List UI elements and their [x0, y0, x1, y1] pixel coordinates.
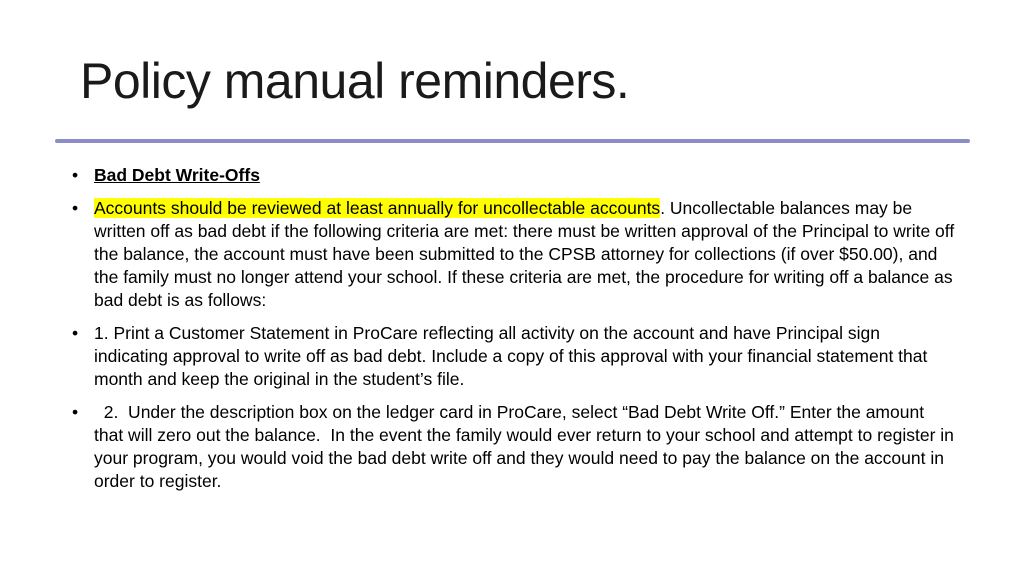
title-divider [55, 139, 970, 143]
bullet-step-1 [72, 322, 957, 391]
bullet-text: . Uncollectable balances may be written off as bad debt if the following criteria are met: there must be written approval of the Principal to write off the balance, the account must have been submitted to the CPSB attorney for collections (if over $50.00), and the family must no longer attend your school. If these criteria are met, the procedure for writing off a balance as bad debt is as follows: [94, 198, 955, 310]
bullet-text: 2. Under the description box on the ledger card in ProCare, select “Bad Debt Write Off.” Enter the amount that will zero out the balance. In the event the family would ever return to your school and attempt to register in your program, you would void the bad debt write off and they would need to pay the balance on the account in order to register. [94, 402, 959, 491]
bullet-heading [72, 164, 957, 187]
bullet-dot: • [72, 198, 79, 218]
bullet-review-policy [72, 197, 957, 312]
section-heading: Bad Debt Write-Offs [94, 165, 260, 185]
bullet-dot: • [72, 323, 79, 343]
highlighted-text: Accounts should be reviewed at least annually for uncollectable accounts [94, 198, 661, 218]
slide-title: Policy manual reminders. [80, 53, 630, 109]
bullet-text: 1. Print a Customer Statement in ProCare reflecting all activity on the account and have Principal sign indicating approval to write off as bad debt. Include a copy of this approval with your financial statement that month and keep the original in the student’s file. [94, 323, 928, 389]
bullet-list [72, 164, 957, 503]
bullet-step-2 [72, 401, 957, 493]
bullet-dot: • [72, 165, 79, 185]
bullet-dot: • [72, 402, 79, 422]
